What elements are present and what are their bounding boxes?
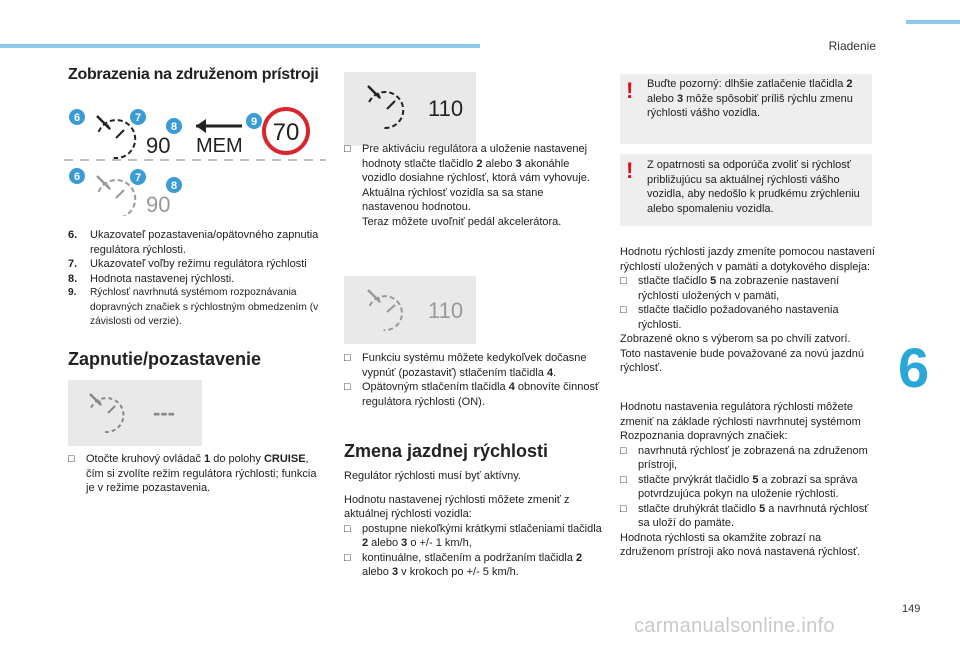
speed-limit-sign-icon (264, 109, 308, 153)
header-bar (0, 44, 480, 48)
svg-text:70: 70 (272, 119, 300, 146)
page-number: 149 (902, 603, 921, 615)
badge-7b (130, 169, 146, 185)
paused-value: --- (153, 400, 175, 425)
badge-7 (130, 109, 146, 125)
badge-9 (246, 113, 262, 129)
svg-text:6: 6 (73, 171, 81, 183)
zmena-text: Regulátor rýchlosti musí byť aktívny. Hodnotu nastavenej rýchlosti môžete zmeniť z aktuálnej rýchlosti vozidla: □ postupne niekoľkými krátkymi stlačeniami tlačidla 2 alebo 3 o +/- 1 km/h, □ kontinuálne, stlačením a podržaním tlačidla 2 alebo 3 v krokoch po +/- 5 km/h. (344, 470, 602, 578)
paused-display-panel (68, 380, 202, 446)
paused-speed-panel (344, 276, 476, 344)
set-speed-grey: 90 (146, 192, 171, 216)
zapnutie-text: □ Otočte kruhový ovládač 1 do polohy CRUISE, čím si zvolíte režim regulátora rýchlosti; funkcia je v režime pozastavenia. (68, 453, 317, 494)
legend-list: 6. Ukazovateľ pozastavenia/opätovného zapnutia regulátora rýchlosti. 7. Ukazovateľ voľby režimu regulátora rýchlosti 8. Hodnota nastavenej rýchlosti. 9. Rýchlosť navrhnutá systémom rozpoznávania dopravných značiek s rýchlostným obmedzením (v závislosti od verzie). (68, 229, 319, 327)
warning-box-2: ! Z opatrnosti sa odporúča zvoliť si rýchlosť približujúcu sa aktuálnej rýchlosti vášho vozidla, aby nedošlo k prudkému zrýchleniu alebo spomaleniu vozidla. (620, 154, 872, 226)
sign-recognition-text: Hodnotu nastavenia regulátora rýchlosti môžete zmeniť na základe rýchlosti navrhnutej systémom Rozpoznania dopravných značiek: □ navrhnutá rýchlosť je zobrazená na združenom prístroji, □ stlačte prvýkrát tlačidlo 5 a zobrazí sa správa potvrdzujúca pokyn na uloženie rýchlosti. □ stlačte druhýkrát tlačidlo 5 a navrhnutá rýchlosť sa uloží do pamäte. Hodnota rýchlosti sa okamžite zobrazí na združenom prístroji ako nová nastavená rýchlosť. (620, 401, 869, 558)
svg-text:7: 7 (134, 112, 142, 124)
badge-6b (69, 168, 85, 184)
zmena-heading: Zmena jazdnej rýchlosti (344, 441, 549, 461)
watermark: carmanualsonline.info (634, 615, 835, 637)
cruise-gauge-paused-icon (368, 290, 408, 333)
svg-text:8: 8 (170, 180, 178, 192)
chapter-bar (906, 20, 960, 24)
section-title: Riadenie (828, 39, 876, 53)
svg-text:9: 9 (250, 116, 258, 128)
cluster-diagram (64, 104, 326, 216)
activation-text: □ Pre aktiváciu regulátora a uloženie nastavenej hodnoty stlačte tlačidlo 2 alebo 3 akonáhle vozidlo dosiahne rýchlosť, ktorá vám vyhovuje. Aktuálna rýchlosť vozidla sa sa stane nastavenou hodnotou. Teraz môžete uvoľniť pedál akcelerátora. (344, 143, 590, 228)
warning-box-1: ! Buďte pozorný: dlhšie zatlačenie tlačidla 2 alebo 3 môže spôsobiť príliš rýchlu zmenu rýchlosti vášho vozidla. (620, 74, 872, 144)
memory-text: Hodnotu rýchlosti jazdy zmeníte pomocou nastavení rýchlostí uložených v pamäti a dotykového displeja: □ stlačte tlačidlo 5 na zobrazenie nastavení rýchlostí uložených v pamäti, □ stlačte tlačidlo požadovaného nastavenia rýchlosti. Zobrazené okno s výberom sa po chvíli zatvorí. Toto nastavenie bude považované za novú jazdnú rýchlosť. (620, 246, 875, 374)
pause-text: □ Funkciu systému môžete kedykoľvek dočasne vypnúť (pozastaviť) stlačením tlačidla 4. □ Opätovným stlačením tlačidla 4 obnovíte činnosť regulátora rýchlosti (ON). (344, 352, 600, 408)
badge-8 (166, 118, 182, 134)
svg-text:7: 7 (134, 172, 142, 184)
cruise-gauge-icon (90, 392, 130, 435)
badge-8b (166, 177, 182, 193)
cruise-gauge-icon (368, 85, 410, 130)
warning-icon: ! (626, 158, 634, 183)
svg-text:6: 6 (73, 112, 81, 124)
warning-icon: ! (626, 78, 634, 103)
badge-6 (69, 109, 85, 125)
set-speed-value: 90 (146, 133, 171, 158)
active-display-panel (344, 72, 476, 146)
svg-text:8: 8 (170, 121, 178, 133)
mem-label: MEM (196, 135, 243, 157)
zapnutie-heading: Zapnutie/pozastavenie (68, 349, 262, 369)
arrow-icon (196, 119, 242, 133)
display-heading: Zobrazenia na združenom prístroji (68, 66, 319, 83)
chapter-number: 6 (898, 336, 930, 399)
paused-speed-value: 110 (428, 298, 464, 323)
active-speed-value: 110 (428, 96, 464, 121)
